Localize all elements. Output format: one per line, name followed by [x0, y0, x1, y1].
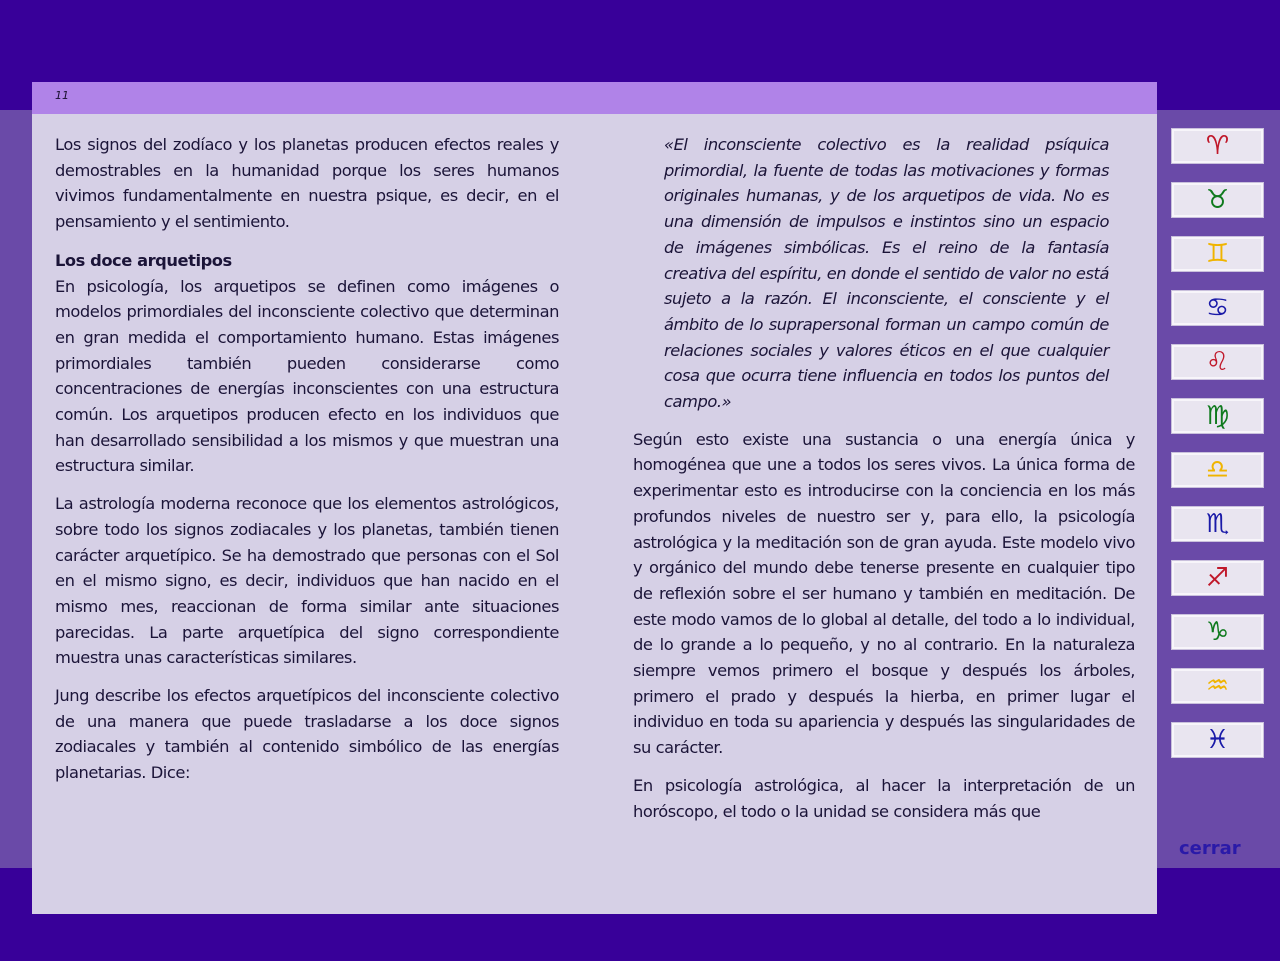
cancer-icon: ♋	[1205, 293, 1230, 323]
zodiac-button-taurus[interactable]	[1171, 182, 1264, 218]
aries-icon: ♈	[1205, 131, 1230, 161]
taurus-icon: ♉	[1205, 185, 1230, 215]
body-paragraph: Según esto existe una sustancia o una energía única y homogénea que une a todos los seres vivos. La única forma de experimentar esto es introducirse con la conciencia en los más profundos niveles de nuestro ser y, para ello, la psicología astrológica y la meditación son de gran ayuda. Este modelo vivo y orgánico del mundo debe tenerse presente en cualquier tipo de reflexión sobre el ser humano y también en meditación. De este modo vamos de lo global al detalle, del todo a lo individual, de lo grande a lo pequeño, y no al contrario. En la naturaleza siempre vemos primero el bosque y después los árboles, primero el prado y después la hierba, en primer lugar el individuo en toda su apariencia y después las singularidades de su carácter.	[633, 429, 1135, 758]
zodiac-button-sagittarius[interactable]	[1171, 560, 1264, 596]
book-page	[32, 82, 1157, 914]
zodiac-button-leo[interactable]	[1171, 344, 1264, 380]
body-paragraph: La astrología moderna reconoce que los elementos astrológicos, sobre todo los signos zodiacales y los planetas, también tienen carácter arquetípico. Se ha demostrado que personas con el Sol en el mismo signo, es decir, individuos que han nacido en el mismo mes, reaccionan de forma similar ante situaciones parecidas. La parte arquetípica del signo correspondiente muestra unas características similares.	[55, 494, 559, 668]
zodiac-button-scorpio[interactable]	[1171, 506, 1264, 542]
zodiac-button-pisces[interactable]	[1171, 722, 1264, 758]
leo-icon: ♌	[1205, 347, 1230, 377]
zodiac-button-aries[interactable]	[1171, 128, 1264, 164]
page-number: 11	[55, 89, 69, 102]
pisces-icon: ♓	[1205, 725, 1230, 755]
sagittarius-icon: ♐	[1205, 563, 1230, 593]
intro-paragraph: Los signos del zodíaco y los planetas producen efectos reales y demostrables en la humanidad porque los seres humanos vivimos fundamentalmente en nuestra psique, es decir, en el pensamiento y el sentimiento.	[55, 135, 559, 232]
body-paragraph: En psicología, los arquetipos se definen como imágenes o modelos primordiales del inconsciente colectivo que determinan en gran medida el comportamiento humano. Estas imágenes primordiales también pueden considerarse como concentraciones de energías inconscientes con una estructura común. Los arquetipos producen efecto en los individuos que han desarrollado sensibilidad a los mismos y que muestran una estructura similar.	[55, 276, 559, 476]
section-heading: Los doce arquetipos	[55, 250, 232, 270]
capricorn-icon: ♑	[1205, 617, 1230, 647]
zodiac-button-gemini[interactable]	[1171, 236, 1264, 272]
virgo-icon: ♍	[1205, 401, 1230, 431]
zodiac-button-capricorn[interactable]	[1171, 614, 1264, 650]
zodiac-button-aquarius[interactable]	[1171, 668, 1264, 704]
body-paragraph: Jung describe los efectos arquetípicos del inconsciente colectivo de una manera que puede trasladarse a los doce signos zodiacales y también al contenido simbólico de las energías planetarias. Dice:	[55, 686, 559, 783]
body-paragraph: En psicología astrológica, al hacer la interpretación de un horóscopo, el todo o la unidad se considera más que	[633, 775, 1135, 821]
gemini-icon: ♊	[1205, 239, 1230, 269]
scorpio-icon: ♏	[1205, 509, 1230, 539]
page-header	[32, 82, 1157, 114]
jung-quote: «El inconsciente colectivo es la realidad psíquica primordial, la fuente de todas las motivaciones y formas originales humanas, y de los arquetipos de vida. No es una dimensión de impulsos e instintos sino un espacio de imágenes simbólicas. Es el reino de la fantasía creativa del espíritu, en donde el sentido de valor no está sujeto a la razón. El inconsciente, el consciente y el ámbito de lo suprapersonal forman un campo común de relaciones sociales y valores éticos en el que cualquier cosa que ocurra tiene influencia en todos los puntos del campo.»	[664, 135, 1109, 412]
right-column	[633, 132, 1135, 836]
zodiac-button-virgo[interactable]	[1171, 398, 1264, 434]
aquarius-icon: ♒	[1205, 671, 1230, 701]
libra-icon: ♎	[1205, 455, 1230, 485]
close-link[interactable]: cerrar	[1179, 838, 1241, 859]
zodiac-sidebar	[1171, 128, 1266, 776]
left-column	[55, 132, 559, 798]
zodiac-button-cancer[interactable]	[1171, 290, 1264, 326]
zodiac-button-libra[interactable]	[1171, 452, 1264, 488]
